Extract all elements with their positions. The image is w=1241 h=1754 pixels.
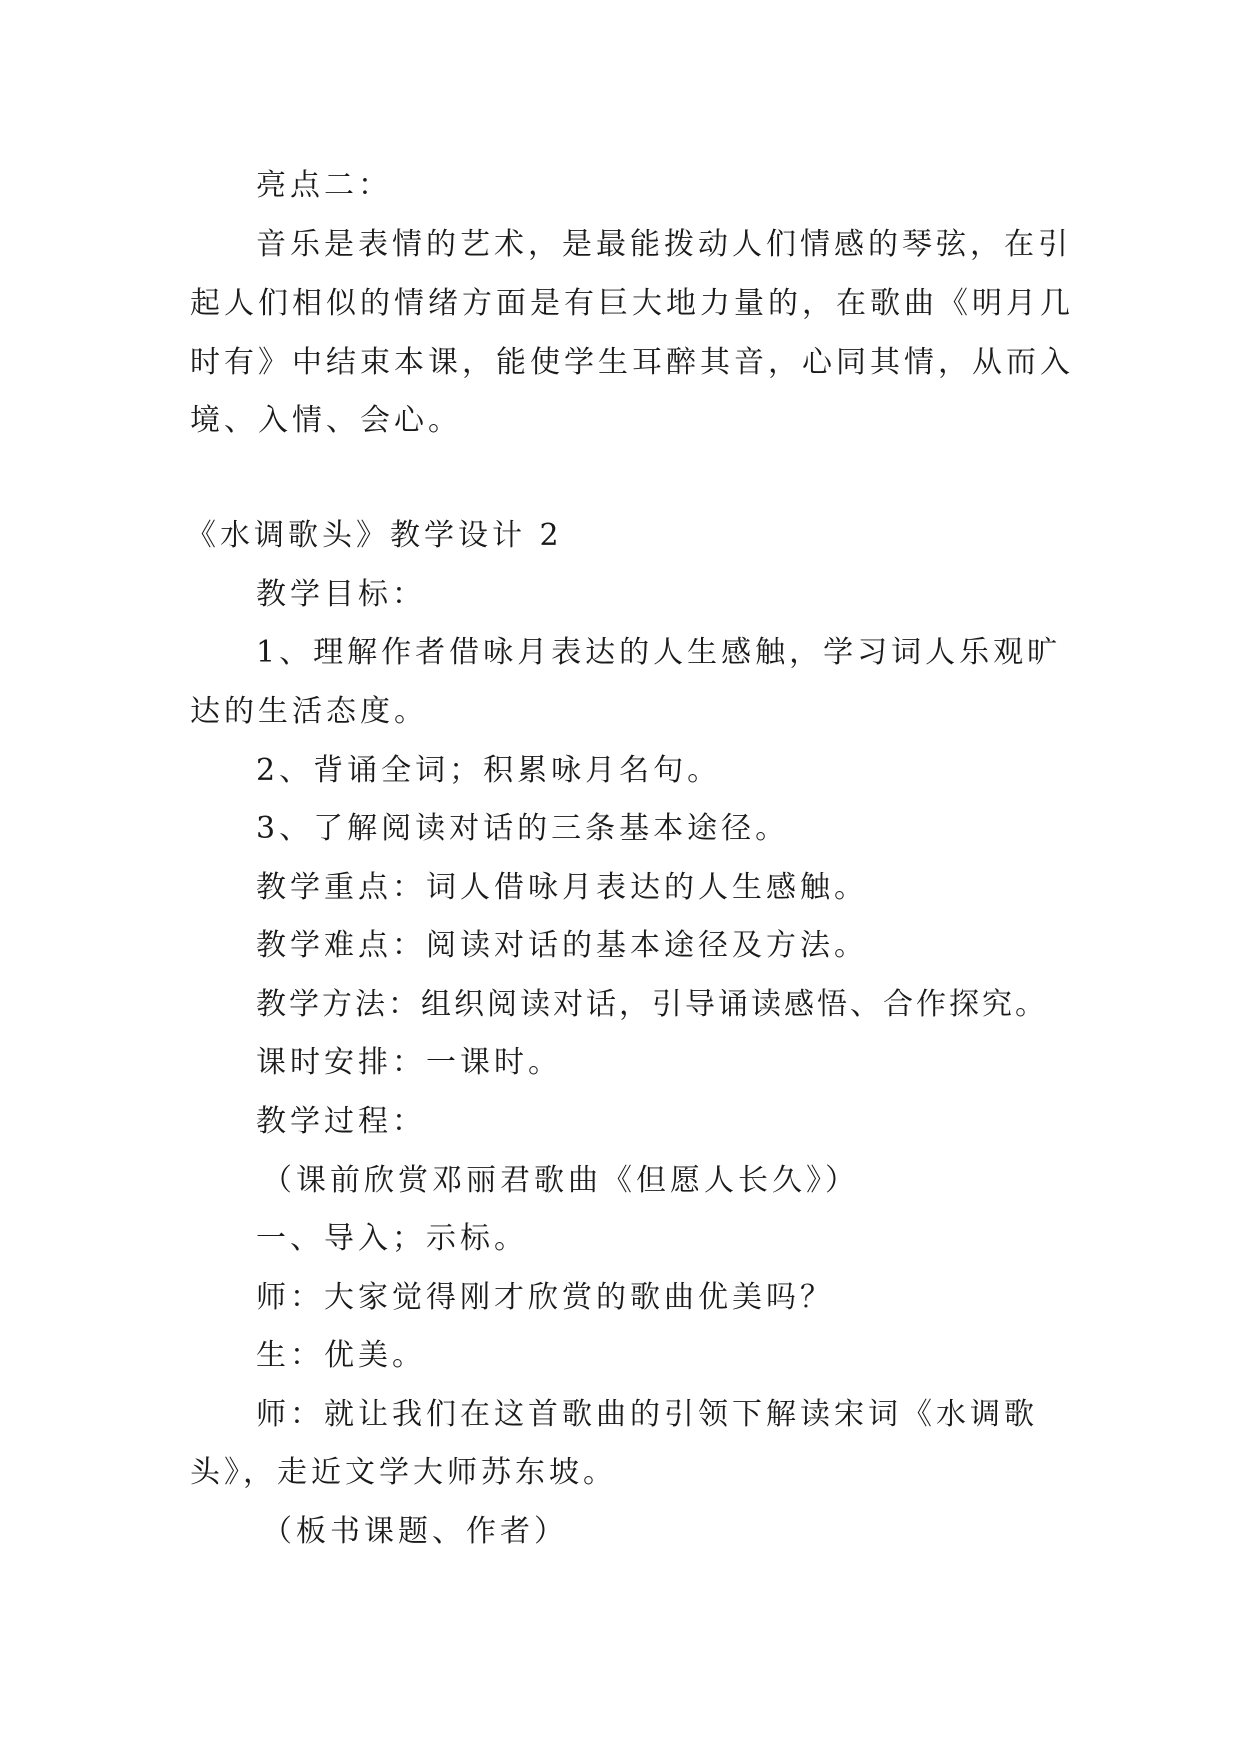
- paragraph-line: 1、理解作者借咏月表达的人生感触，学习词人乐观旷: [256, 635, 1062, 670]
- paragraph-line: 生：优美。: [256, 1338, 426, 1373]
- paragraph-line: 音乐是表情的艺术，是最能拨动人们情感的琴弦，在引: [256, 227, 1072, 262]
- paragraph-line: 师：大家觉得刚才欣赏的歌曲优美吗？: [256, 1280, 834, 1315]
- paragraph-line: 教学重点：词人借咏月表达的人生感触。: [256, 870, 868, 905]
- paragraph-line: 头》，走近文学大师苏东坡。: [190, 1455, 617, 1490]
- paragraph-line: （板书课题、作者）: [262, 1514, 568, 1549]
- paragraph-line: 境、入情、会心。: [190, 403, 462, 438]
- paragraph-line: 3、了解阅读对话的三条基本途径。: [256, 811, 790, 846]
- paragraph-line: 教学方法：组织阅读对话，引导诵读感悟、合作探究。: [256, 987, 1048, 1022]
- paragraph-line: 师：就让我们在这首歌曲的引领下解读宋词《水调歌: [256, 1397, 1038, 1432]
- highlight-heading: 亮点二：: [256, 168, 392, 203]
- paragraph-line: 2、背诵全词；积累咏月名句。: [256, 753, 722, 788]
- section-title: 《水调歌头》教学设计 2: [186, 518, 563, 553]
- paragraph-line: 时有》中结束本课，能使学生耳醉其音，心同其情，从而入: [190, 345, 1074, 380]
- paragraph-line: 教学目标：: [256, 577, 426, 612]
- paragraph-line: 一、导入；示标。: [256, 1221, 528, 1256]
- paragraph-line: 教学难点：阅读对话的基本途径及方法。: [256, 928, 868, 963]
- paragraph-line: 达的生活态度。: [190, 694, 428, 729]
- paragraph-line: 起人们相似的情绪方面是有巨大地力量的，在歌曲《明月几: [190, 286, 1074, 321]
- paragraph-line: 课时安排：一课时。: [256, 1045, 562, 1080]
- paragraph-line: （课前欣赏邓丽君歌曲《但愿人长久》）: [262, 1163, 859, 1198]
- paragraph-line: 教学过程：: [256, 1104, 426, 1139]
